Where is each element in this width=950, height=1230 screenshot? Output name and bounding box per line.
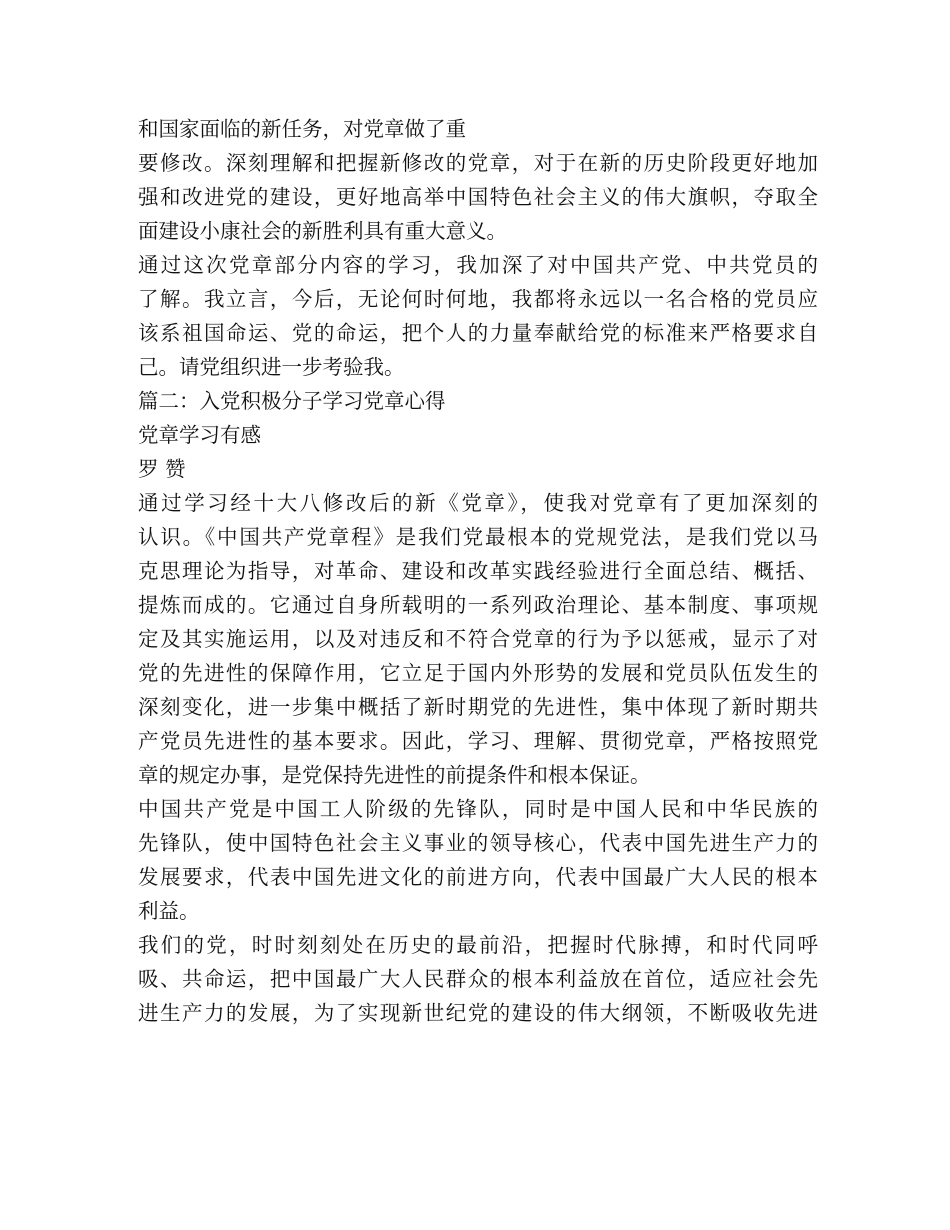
text-line: 强和改进党的建设，更好地高举中国特色社会主义的伟大旗帜，夺取全 xyxy=(138,185,818,209)
article-title: 党章学习有感 xyxy=(138,423,261,447)
text-line: 我们的党，时时刻刻处在历史的最前沿，把握时代脉搏，和时代同呼 xyxy=(138,933,818,957)
text-line: 吸、共命运，把中国最广大人民群众的根本利益放在首位，适应社会先 xyxy=(138,967,818,991)
text-line: 面建设小康社会的新胜利具有重大意义。 xyxy=(138,219,507,243)
text-line: 党的先进性的保障作用，它立足于国内外形势的发展和党员队伍发生的 xyxy=(138,661,818,685)
author-name: 罗 赞 xyxy=(138,457,186,481)
text-line: 先锋队，使中国特色社会主义事业的领导核心，代表中国先进生产力的 xyxy=(138,831,818,855)
text-line: 发展要求，代表中国先进文化的前进方向，代表中国最广大人民的根本 xyxy=(138,865,818,889)
text-line: 中国共产党是中国工人阶级的先锋队，同时是中国人民和中华民族的 xyxy=(138,797,818,821)
text-line: 定及其实施运用，以及对违反和不符合党章的行为予以惩戒，显示了对 xyxy=(138,627,818,651)
text-line: 通过这次党章部分内容的学习，我加深了对中国共产党、中共党员的 xyxy=(138,253,818,277)
text-line: 利益。 xyxy=(138,899,200,923)
text-line: 产党员先进性的基本要求。因此，学习、理解、贯彻党章，严格按照党 xyxy=(138,729,818,753)
text-line: 要修改。深刻理解和把握新修改的党章，对于在新的历史阶段更好地加 xyxy=(138,151,818,175)
text-line: 了解。我立言，今后，无论何时何地，我都将永远以一名合格的党员应 xyxy=(138,287,818,311)
text-line: 深刻变化，进一步集中概括了新时期党的先进性，集中体现了新时期共 xyxy=(138,695,818,719)
text-line: 认识。《中国共产党章程》是我们党最根本的党规党法，是我们党以马 xyxy=(138,525,818,549)
text-line: 该系祖国命运、党的命运，把个人的力量奉献给党的标准来严格要求自 xyxy=(138,321,818,345)
text-line: 进生产力的发展，为了实现新世纪党的建设的伟大纲领，不断吸收先进 xyxy=(138,1001,818,1025)
text-line: 和国家面临的新任务，对党章做了重 xyxy=(138,117,466,141)
text-line: 通过学习经十大八修改后的新《党章》，使我对党章有了更加深刻的 xyxy=(138,491,818,515)
section-heading: 篇二：入党积极分子学习党章心得 xyxy=(138,389,446,413)
document-body xyxy=(138,112,818,1030)
text-line: 己。请党组织进一步考验我。 xyxy=(138,355,405,379)
text-line: 章的规定办事，是党保持先进性的前提条件和根本保证。 xyxy=(138,763,651,787)
text-line: 提炼而成的。它通过自身所载明的一系列政治理论、基本制度、事项规 xyxy=(138,593,818,617)
text-line: 克思理论为指导，对革命、建设和改革实践经验进行全面总结、概括、 xyxy=(138,559,818,583)
